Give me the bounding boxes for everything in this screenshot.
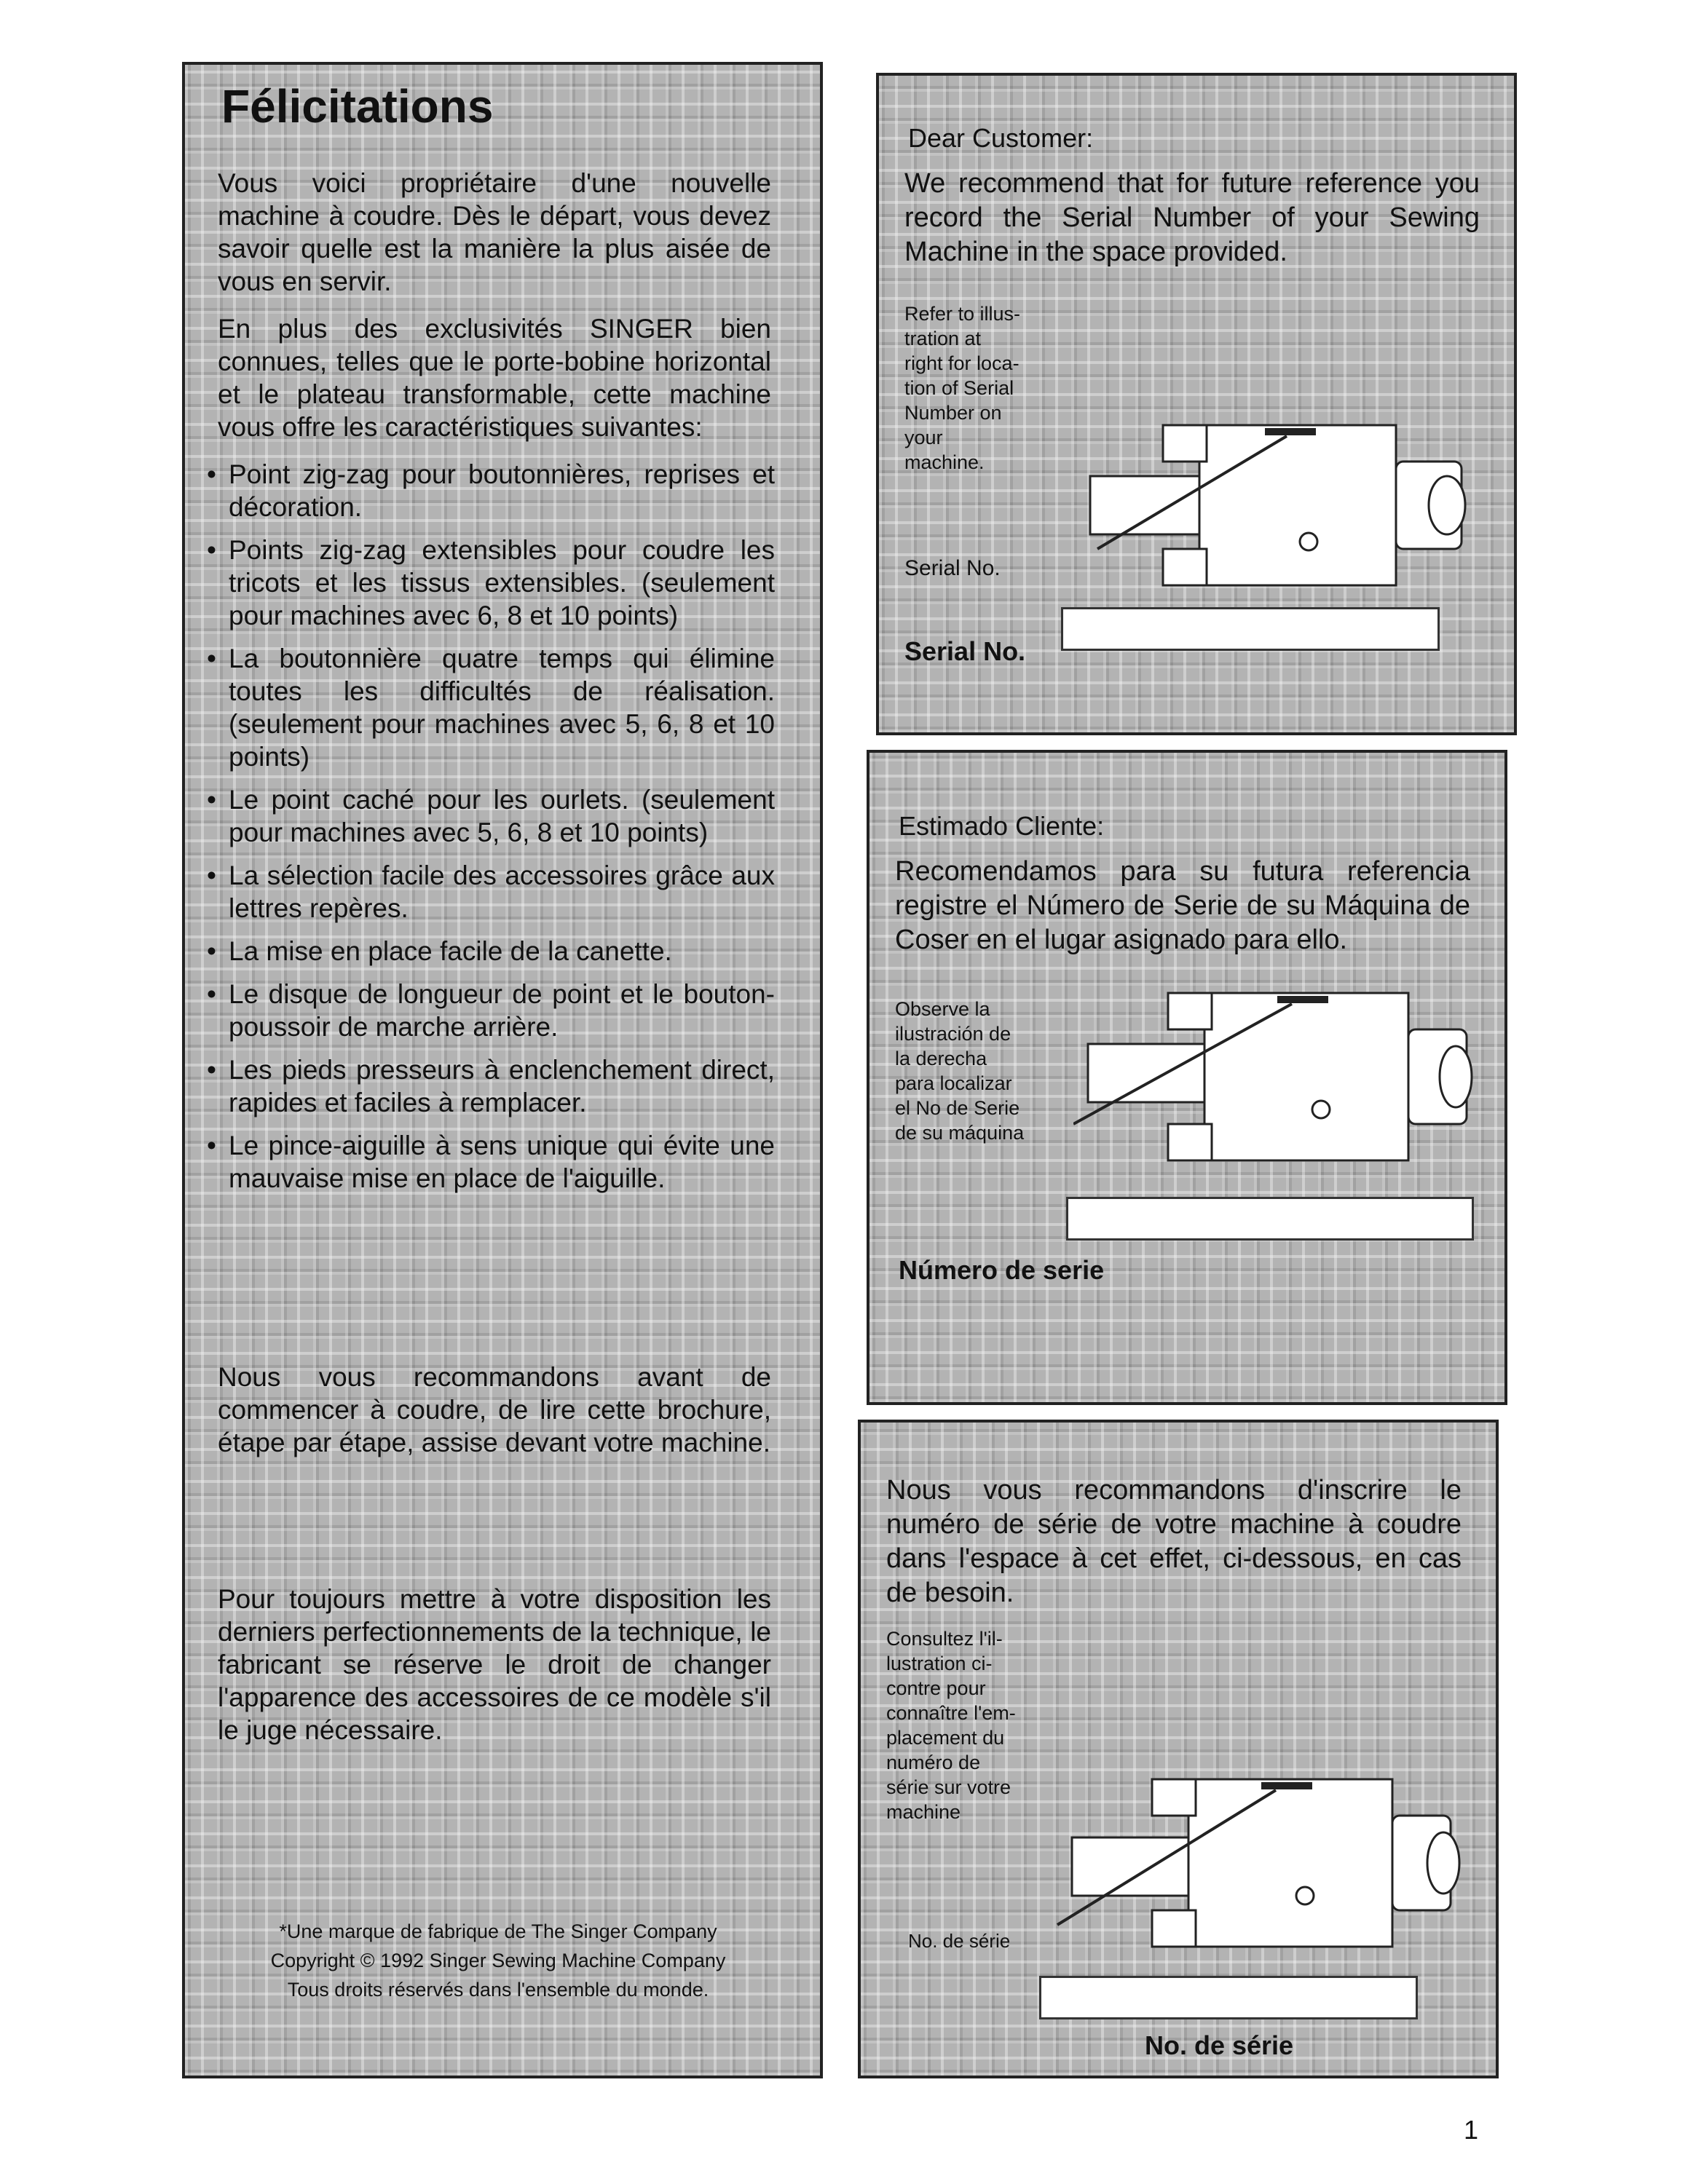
serial-label: No. de série	[1145, 2030, 1294, 2060]
refer-line: machine.	[904, 451, 985, 473]
message: Nous vous recommandons d'inscrire le numéro de série de votre machine à coudre dans l'espace à cet effet, ci-dessous, en cas de besoin.	[886, 1475, 1462, 1608]
refer-line: numéro de	[886, 1752, 981, 1773]
french-panel	[858, 1420, 1499, 2078]
list-item: • Le point caché pour les ourlets. (seulement pour machines avec 5, 6, 8 et 10 points)	[207, 783, 775, 849]
list-item: • Le disque de longueur de point et le bouton-poussoir de marche arrière.	[207, 978, 775, 1043]
serial-label: Número de serie	[899, 1255, 1105, 1285]
refer-line: machine	[886, 1801, 961, 1823]
refer-line: placement du	[886, 1727, 1005, 1749]
list-item: • Le pince-aiguille à sens unique qui évite une mauvaise mise en place de l'aiguille.	[207, 1129, 775, 1195]
refer-line: para localizar	[895, 1072, 1012, 1094]
pointer-label: No. de série	[908, 1930, 1011, 1952]
refer-line: Number on	[904, 402, 1002, 424]
recommend-paragraph: Nous vous recommandons avant de commencer à coudre, de lire cette brochure, étape par étape, assise devant votre machine.	[218, 1362, 771, 1457]
refer-line: Observe la	[895, 998, 990, 1020]
list-item: • Point zig-zag pour boutonnières, reprises et décoration.	[207, 458, 775, 523]
pointer-label: Serial No.	[904, 556, 1001, 580]
left-panel	[182, 62, 823, 2078]
serial-number-field[interactable]	[1066, 1197, 1474, 1241]
intro-paragraph: Vous voici propriétaire d'une nouvelle machine à coudre. Dès le départ, vous devez savoir quelle est la manière la plus aisée de vous en servir.	[218, 168, 771, 296]
refer-line: el No de Serie	[895, 1097, 1020, 1119]
refer-note	[886, 1626, 1068, 1824]
greeting: Estimado Cliente:	[899, 811, 1105, 841]
refer-line: série sur votre	[886, 1776, 1011, 1798]
refer-line: de su máquina	[895, 1122, 1025, 1144]
list-item: • Les pieds presseurs à enclenchement direct, rapides et faciles à remplacer.	[207, 1053, 775, 1119]
list-item: • La sélection facile des accessoires grâce aux lettres repères.	[207, 859, 775, 925]
list-item: • La mise en place facile de la canette.	[207, 935, 775, 968]
features-intro: En plus des exclusivités SINGER bien connues, telles que le porte-bobine horizontal et le plateau transformable, cette machine vous offre les caractéristiques suivantes:	[218, 314, 771, 442]
rights-note: Tous droits réservés dans l'ensemble du monde.	[287, 1979, 709, 2001]
refer-line: tration at	[904, 328, 982, 349]
refer-note	[904, 301, 1079, 475]
list-item: • La boutonnière quatre temps qui élimine toutes les difficultés de réalisation. (seulement pour machines avec 5, 6, 8 et 10 points)	[207, 642, 775, 773]
page-title: Félicitations	[221, 80, 494, 132]
spanish-panel	[867, 750, 1507, 1405]
refer-line: la derecha	[895, 1048, 987, 1069]
refer-line: ilustración de	[895, 1023, 1011, 1045]
english-panel	[876, 73, 1517, 735]
machine-illustration	[1068, 396, 1476, 607]
message: Recomendamos para su futura referencia registre el Número de Serie de su Máquina de Coser en el lugar asignado para ello.	[895, 856, 1470, 955]
trademark-note: *Une marque de fabrique de The Singer Company	[279, 1920, 717, 1942]
serial-label: Serial No.	[904, 636, 1026, 666]
refer-line: your	[904, 427, 943, 448]
machine-illustration	[1073, 971, 1481, 1190]
refer-line: tion of Serial	[904, 377, 1014, 399]
refer-line: Refer to illus-	[904, 303, 1021, 325]
refer-line: right for loca-	[904, 352, 1019, 374]
machine-illustration	[1050, 1757, 1472, 1969]
copyright-note: Copyright © 1992 Singer Sewing Machine Company	[270, 1950, 726, 1971]
features-list	[207, 458, 775, 1205]
refer-line: Consultez l'il-	[886, 1628, 1003, 1650]
list-item: • Points zig-zag extensibles pour coudre les tricots et les tissus extensibles. (seulement pour machines avec 6, 8 et 10 points)	[207, 534, 775, 632]
manufacturer-paragraph: Pour toujours mettre à votre disposition les derniers perfectionnements de la technique, le fabricant se réserve le droit de changer l'apparence des accessoires de ce modèle s'il le juge nécessaire.	[218, 1584, 771, 1745]
refer-line: contre pour	[886, 1677, 986, 1699]
serial-number-field[interactable]	[1061, 607, 1440, 651]
refer-line: connaître l'em-	[886, 1702, 1016, 1724]
page-number: 1	[1464, 2115, 1479, 2145]
serial-number-field[interactable]	[1039, 1976, 1418, 2019]
refer-line: lustration ci-	[886, 1653, 993, 1674]
message: We recommend that for future reference you record the Serial Number of your Sewing Machine in the space provided.	[904, 168, 1480, 267]
refer-note	[895, 997, 1084, 1145]
greeting: Dear Customer:	[908, 123, 1094, 153]
